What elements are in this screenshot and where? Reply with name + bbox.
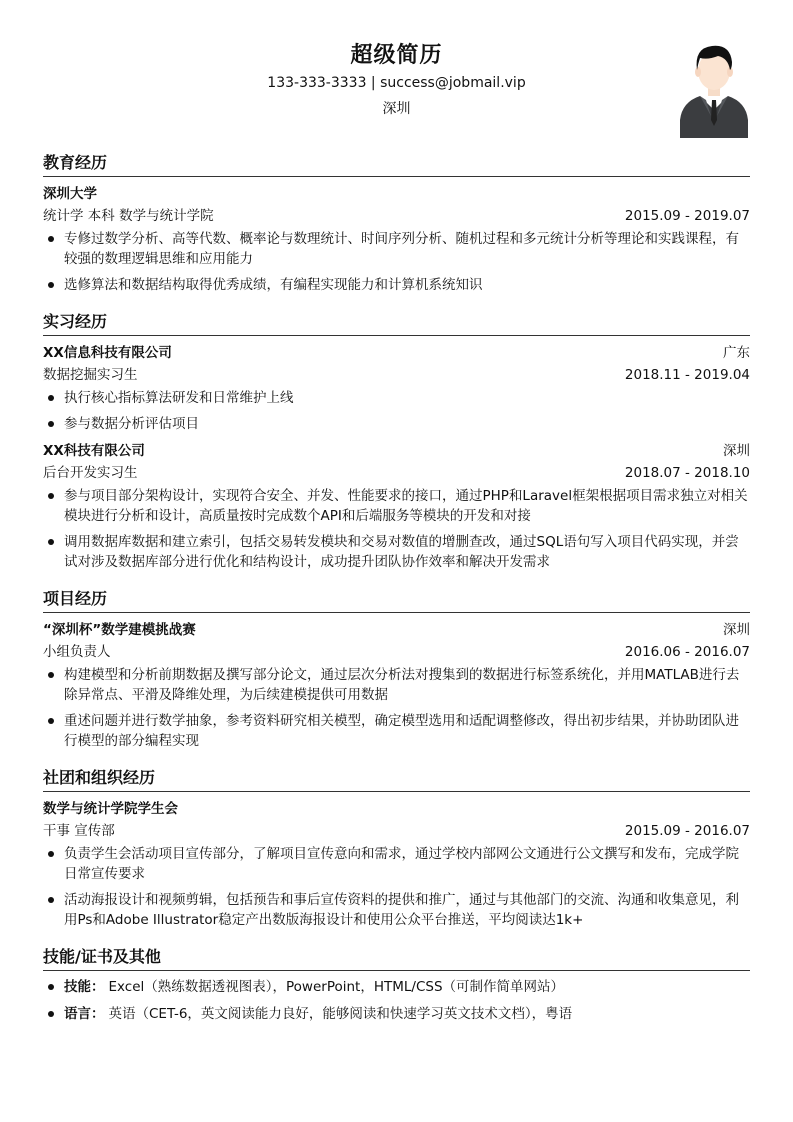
list-item: 选修算法和数据结构取得优秀成绩，有编程实现能力和计算机系统知识: [43, 275, 750, 295]
job-dates: 2018.07 - 2018.10: [624, 465, 750, 481]
project-role-row: [43, 641, 750, 663]
job-role: 数据挖掘实习生: [43, 367, 138, 383]
internship-bullets: [43, 486, 750, 572]
education-school-row: [43, 183, 750, 205]
list-item: 调用数据库数据和建立索引，包括交易转发模块和交易对数值的增删查改，通过SQL语句写入项目代码实现，并尝试对涉及数据库部分进行优化和结构设计，成功提升团队协作效率和解决开发需求: [43, 532, 750, 572]
organization-dates: 2015.09 - 2016.07: [624, 823, 750, 839]
list-item: 专修过数学分析、高等代数、概率论与数理统计、时间序列分析、随机过程和多元统计分析等理论和实践课程，有较强的数理逻辑思维和应用能力: [43, 229, 750, 269]
organization-section: [43, 765, 750, 930]
organization-name: 数学与统计学院学生会: [43, 801, 178, 817]
person-avatar-icon: [678, 40, 750, 138]
education-dates: 2015.09 - 2019.07: [624, 208, 750, 224]
language-label: 语言：: [64, 1006, 105, 1022]
candidate-name: 超级简历: [350, 43, 443, 68]
organization-role: 干事 宣传部: [43, 823, 115, 839]
education-degree-row: [43, 205, 750, 227]
degree: 统计学 本科 数学与统计学院: [43, 208, 214, 224]
project-role: 小组负责人: [43, 644, 111, 660]
internship-company-row: [43, 342, 750, 364]
list-item: 执行核心指标算法研发和日常维护上线: [43, 388, 750, 408]
city: 深圳: [382, 101, 411, 117]
list-item: 活动海报设计和视频剪辑，包括预告和事后宣传资料的提供和推广，通过与其他部门的交流、沟通和收集意见，利用Ps和Adobe Illustrator稳定产出数版海报设计和使用公众平台推送，平均阅读达1k+: [43, 890, 750, 930]
skills-section: [43, 944, 750, 1024]
list-item: 负责学生会活动项目宣传部分，了解项目宣传意向和需求，通过学校内部网公文通进行公文撰写和发布，完成学院日常宣传要求: [43, 844, 750, 884]
organization-bullets: [43, 844, 750, 930]
list-item: 参与数据分析评估项目: [43, 414, 750, 434]
job-role: 后台开发实习生: [43, 465, 138, 481]
education-bullets: [43, 229, 750, 295]
list-item: 参与项目部分架构设计，实现符合安全、并发、性能要求的接口，通过PHP和Laravel框架根据项目需求独立对相关模块进行分析和设计，高质量按时完成数个API和后端服务等模块的开发和对接: [43, 486, 750, 526]
organization-title: 社团和组织经历: [43, 765, 750, 792]
education-section: [43, 150, 750, 295]
internship-role-row: [43, 364, 750, 386]
list-item: 重述问题并进行数学抽象，参考资料研究相关模型，确定模型选用和适配调整修改，得出初步结果，并协助团队进行模型的部分编程实现: [43, 711, 750, 751]
language-value: 英语（CET-6，英文阅读能力良好，能够阅读和快速学习英文技术文档），粤语: [108, 1006, 573, 1022]
contact-line: 133-333-3333 | success@jobmail.vip: [267, 75, 526, 91]
project-section: [43, 586, 750, 751]
internship-title: 实习经历: [43, 309, 750, 336]
job-dates: 2018.11 - 2019.04: [624, 367, 750, 383]
company-name: XX科技有限公司: [43, 443, 145, 459]
company-name: XX信息科技有限公司: [43, 345, 172, 361]
organization-name-row: [43, 798, 750, 820]
project-bullets: [43, 665, 750, 751]
internship-section: [43, 309, 750, 572]
project-title: 项目经历: [43, 586, 750, 613]
company-location: 广东: [723, 345, 750, 361]
skills-list: [43, 977, 750, 1024]
internship-bullets: [43, 388, 750, 434]
list-item: 构建模型和分析前期数据及撰写部分论文，通过层次分析法对搜集到的数据进行标签系统化，并用MATLAB进行去除异常点、平滑及降维处理，为后续建模提供可用数据: [43, 665, 750, 705]
list-item: [43, 977, 750, 997]
internship-role-row: [43, 462, 750, 484]
project-location: 深圳: [723, 622, 750, 638]
company-location: 深圳: [723, 443, 750, 459]
organization-role-row: [43, 820, 750, 842]
internship-company-row: [43, 440, 750, 462]
skill-label: 技能：: [64, 979, 105, 995]
list-item: [43, 1004, 750, 1024]
resume-page: [43, 0, 750, 1031]
skill-value: Excel（熟练数据透视图表），PowerPoint，HTML/CSS（可制作简单网站）: [108, 979, 565, 995]
skills-title: 技能/证书及其他: [43, 944, 750, 971]
project-dates: 2016.06 - 2016.07: [624, 644, 750, 660]
school-name: 深圳大学: [43, 186, 97, 202]
project-name-row: [43, 619, 750, 641]
education-title: 教育经历: [43, 150, 750, 177]
project-name: “深圳杯”数学建模挑战赛: [43, 622, 196, 638]
resume-header: [43, 0, 750, 150]
